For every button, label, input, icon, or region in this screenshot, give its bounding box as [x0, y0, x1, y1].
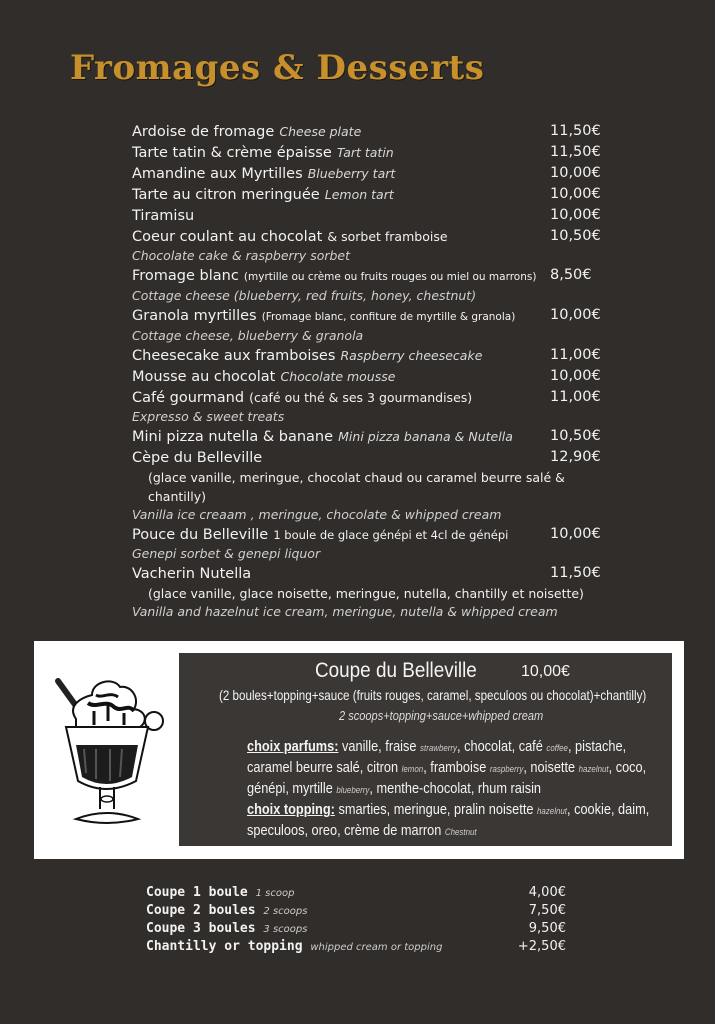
item-price: 10,00€ [550, 368, 601, 384]
item-name: Pouce du Belleville [132, 527, 269, 543]
item-price: 11,50€ [550, 123, 601, 139]
item-english: Chocolate mousse [280, 369, 396, 384]
item-english: Cottage cheese (blueberry, red fruits, honey, chestnut) [132, 288, 477, 303]
item-price: 11,50€ [550, 144, 601, 160]
item-english: Genepi sorbet & genepi liquor [132, 546, 321, 561]
item-name: Amandine aux Myrtilles [132, 166, 303, 182]
topping-list: smarties, meringue, pralin noisette [338, 802, 534, 818]
topping-label: choix topping: [247, 802, 335, 818]
scoop-name: Coupe 2 boules [146, 903, 256, 918]
item-price: 10,00€ [550, 307, 601, 323]
item-name: Tarte tatin & crème épaisse [132, 145, 332, 161]
item-english: Cheese plate [279, 124, 362, 139]
scoop-row [146, 920, 566, 938]
item-detail: (glace vanille, meringue, chocolat chaud ou caramel beurre salé & chantilly) [148, 470, 565, 504]
item-price: 10,50€ [550, 428, 601, 444]
item-name: Vacherin Nutella [132, 566, 252, 582]
flavours-list: , framboise [423, 760, 487, 776]
item-english: Chocolate cake & raspberry sorbet [132, 248, 351, 263]
scoop-prices [146, 884, 566, 956]
item-name: Tarte au citron meringuée [132, 187, 320, 203]
item-price: 10,00€ [550, 207, 601, 223]
item-name: Café gourmand [132, 390, 245, 406]
scoop-name: Coupe 3 boules [146, 921, 256, 936]
item-name: Ardoise de fromage [132, 124, 275, 140]
menu-item [132, 226, 612, 265]
item-note: & sorbet framboise [327, 229, 448, 244]
item-english: Lemon tart [324, 187, 394, 202]
menu-item [132, 265, 612, 305]
flavour-translation: strawberry [420, 743, 458, 753]
scoop-english: 1 scoop [255, 888, 295, 899]
scoop-price: 7,50€ [528, 903, 566, 918]
item-note: (myrtille ou crème ou fruits rouges ou miel ou marrons) [243, 271, 537, 283]
coupe-title: Coupe du Belleville [315, 659, 477, 682]
menu-item [132, 524, 612, 563]
scoop-english: 3 scoops [263, 924, 308, 935]
scoop-price: +2,50€ [517, 939, 566, 954]
menu-item [132, 426, 612, 447]
item-note: (café ou thé & ses 3 gourmandises) [249, 390, 473, 405]
menu-item [132, 345, 612, 366]
scoop-row [146, 902, 566, 920]
item-english: Cottage cheese, blueberry & granola [132, 328, 364, 343]
item-english: Mini pizza banana & Nutella [338, 429, 513, 444]
item-note: (Fromage blanc, confiture de myrtille & granola) [261, 311, 516, 323]
coupe-subtitle: (2 boules+topping+sauce (fruits rouges, caramel, speculoos ou chocolat)+chantilly) [219, 687, 647, 703]
item-english: Tart tatin [336, 145, 394, 160]
menu-item [132, 387, 612, 426]
flavours-list: , pistache, caramel beurre salé, citron [247, 739, 627, 776]
flavour-translation: hazelnut [578, 764, 609, 774]
item-price: 10,50€ [550, 228, 601, 244]
item-english: Blueberry tart [307, 166, 396, 181]
flavour-translation: raspberry [489, 764, 524, 774]
flavours-list: vanille, fraise [342, 739, 417, 755]
topping-translation: hazelnut [537, 806, 567, 816]
scoop-name: Chantilly or topping [146, 939, 303, 954]
item-price: 11,00€ [550, 389, 601, 405]
sundae-illustration [36, 659, 176, 839]
item-english: Raspberry cheesecake [340, 348, 483, 363]
scoop-row [146, 938, 566, 956]
item-price: 8,50€ [550, 267, 592, 283]
page-title: Fromages & Desserts [70, 48, 485, 88]
flavours-list: , menthe-chocolat, rhum raisin [369, 781, 542, 797]
menu-item [132, 366, 612, 387]
item-price: 10,00€ [550, 526, 601, 542]
topping-translation: Chestnut [444, 827, 477, 837]
scoop-price: 9,50€ [528, 921, 566, 936]
menu-item [132, 305, 612, 345]
scoop-english: whipped cream or topping [310, 942, 443, 953]
menu-item [132, 184, 612, 205]
flavours-list: , noisette [523, 760, 576, 776]
item-name: Fromage blanc [132, 268, 239, 284]
coupe-details [179, 653, 672, 846]
flavours-list: , chocolat, café [457, 739, 543, 755]
dessert-menu [132, 121, 612, 621]
item-name: Coeur coulant au chocolat [132, 229, 323, 245]
item-name: Tiramisu [132, 208, 195, 224]
flavours-list: , coco, génépi, myrtille [247, 760, 647, 797]
scoop-name: Coupe 1 boule [146, 885, 248, 900]
item-note: 1 boule de glace génépi et 4cl de génépi [273, 528, 509, 542]
coupe-subtitle-english: 2 scoops+topping+sauce+whipped cream [339, 708, 544, 723]
item-name: Cheesecake aux framboises [132, 348, 336, 364]
coupe-panel [34, 641, 684, 859]
menu-item [132, 563, 612, 621]
item-price: 11,50€ [550, 565, 601, 581]
menu-item [132, 447, 612, 524]
flavour-translation: coffee [546, 743, 568, 753]
flavours-label: choix parfums: [247, 739, 339, 755]
item-price: 10,00€ [550, 165, 601, 181]
scoop-price: 4,00€ [528, 885, 566, 900]
item-english: Vanilla and hazelnut ice cream, meringue, nutella & whipped cream [132, 604, 558, 619]
flavour-translation: blueberry [336, 785, 370, 795]
item-english: Vanilla ice creaam , meringue, chocolate & whipped cream [132, 507, 502, 522]
item-name: Granola myrtilles [132, 308, 257, 324]
coupe-choices [247, 737, 661, 842]
item-name: Mousse au chocolat [132, 369, 276, 385]
coupe-price: 10,00€ [521, 663, 570, 680]
item-name: Cèpe du Belleville [132, 450, 263, 466]
item-price: 10,00€ [550, 186, 601, 202]
flavour-translation: lemon [401, 764, 424, 774]
scoop-english: 2 scoops [263, 906, 308, 917]
menu-item [132, 142, 612, 163]
item-price: 12,90€ [550, 449, 601, 465]
menu-item [132, 121, 612, 142]
item-price: 11,00€ [550, 347, 601, 363]
topping-list: , cookie, daim, speculoos, oreo, crème de marron [247, 802, 650, 839]
scoop-row [146, 884, 566, 902]
menu-item [132, 205, 612, 226]
item-english: Expresso & sweet treats [132, 409, 285, 424]
item-name: Mini pizza nutella & banane [132, 429, 334, 445]
item-detail: (glace vanille, glace noisette, meringue, nutella, chantilly et noisette) [148, 586, 584, 601]
menu-item [132, 163, 612, 184]
